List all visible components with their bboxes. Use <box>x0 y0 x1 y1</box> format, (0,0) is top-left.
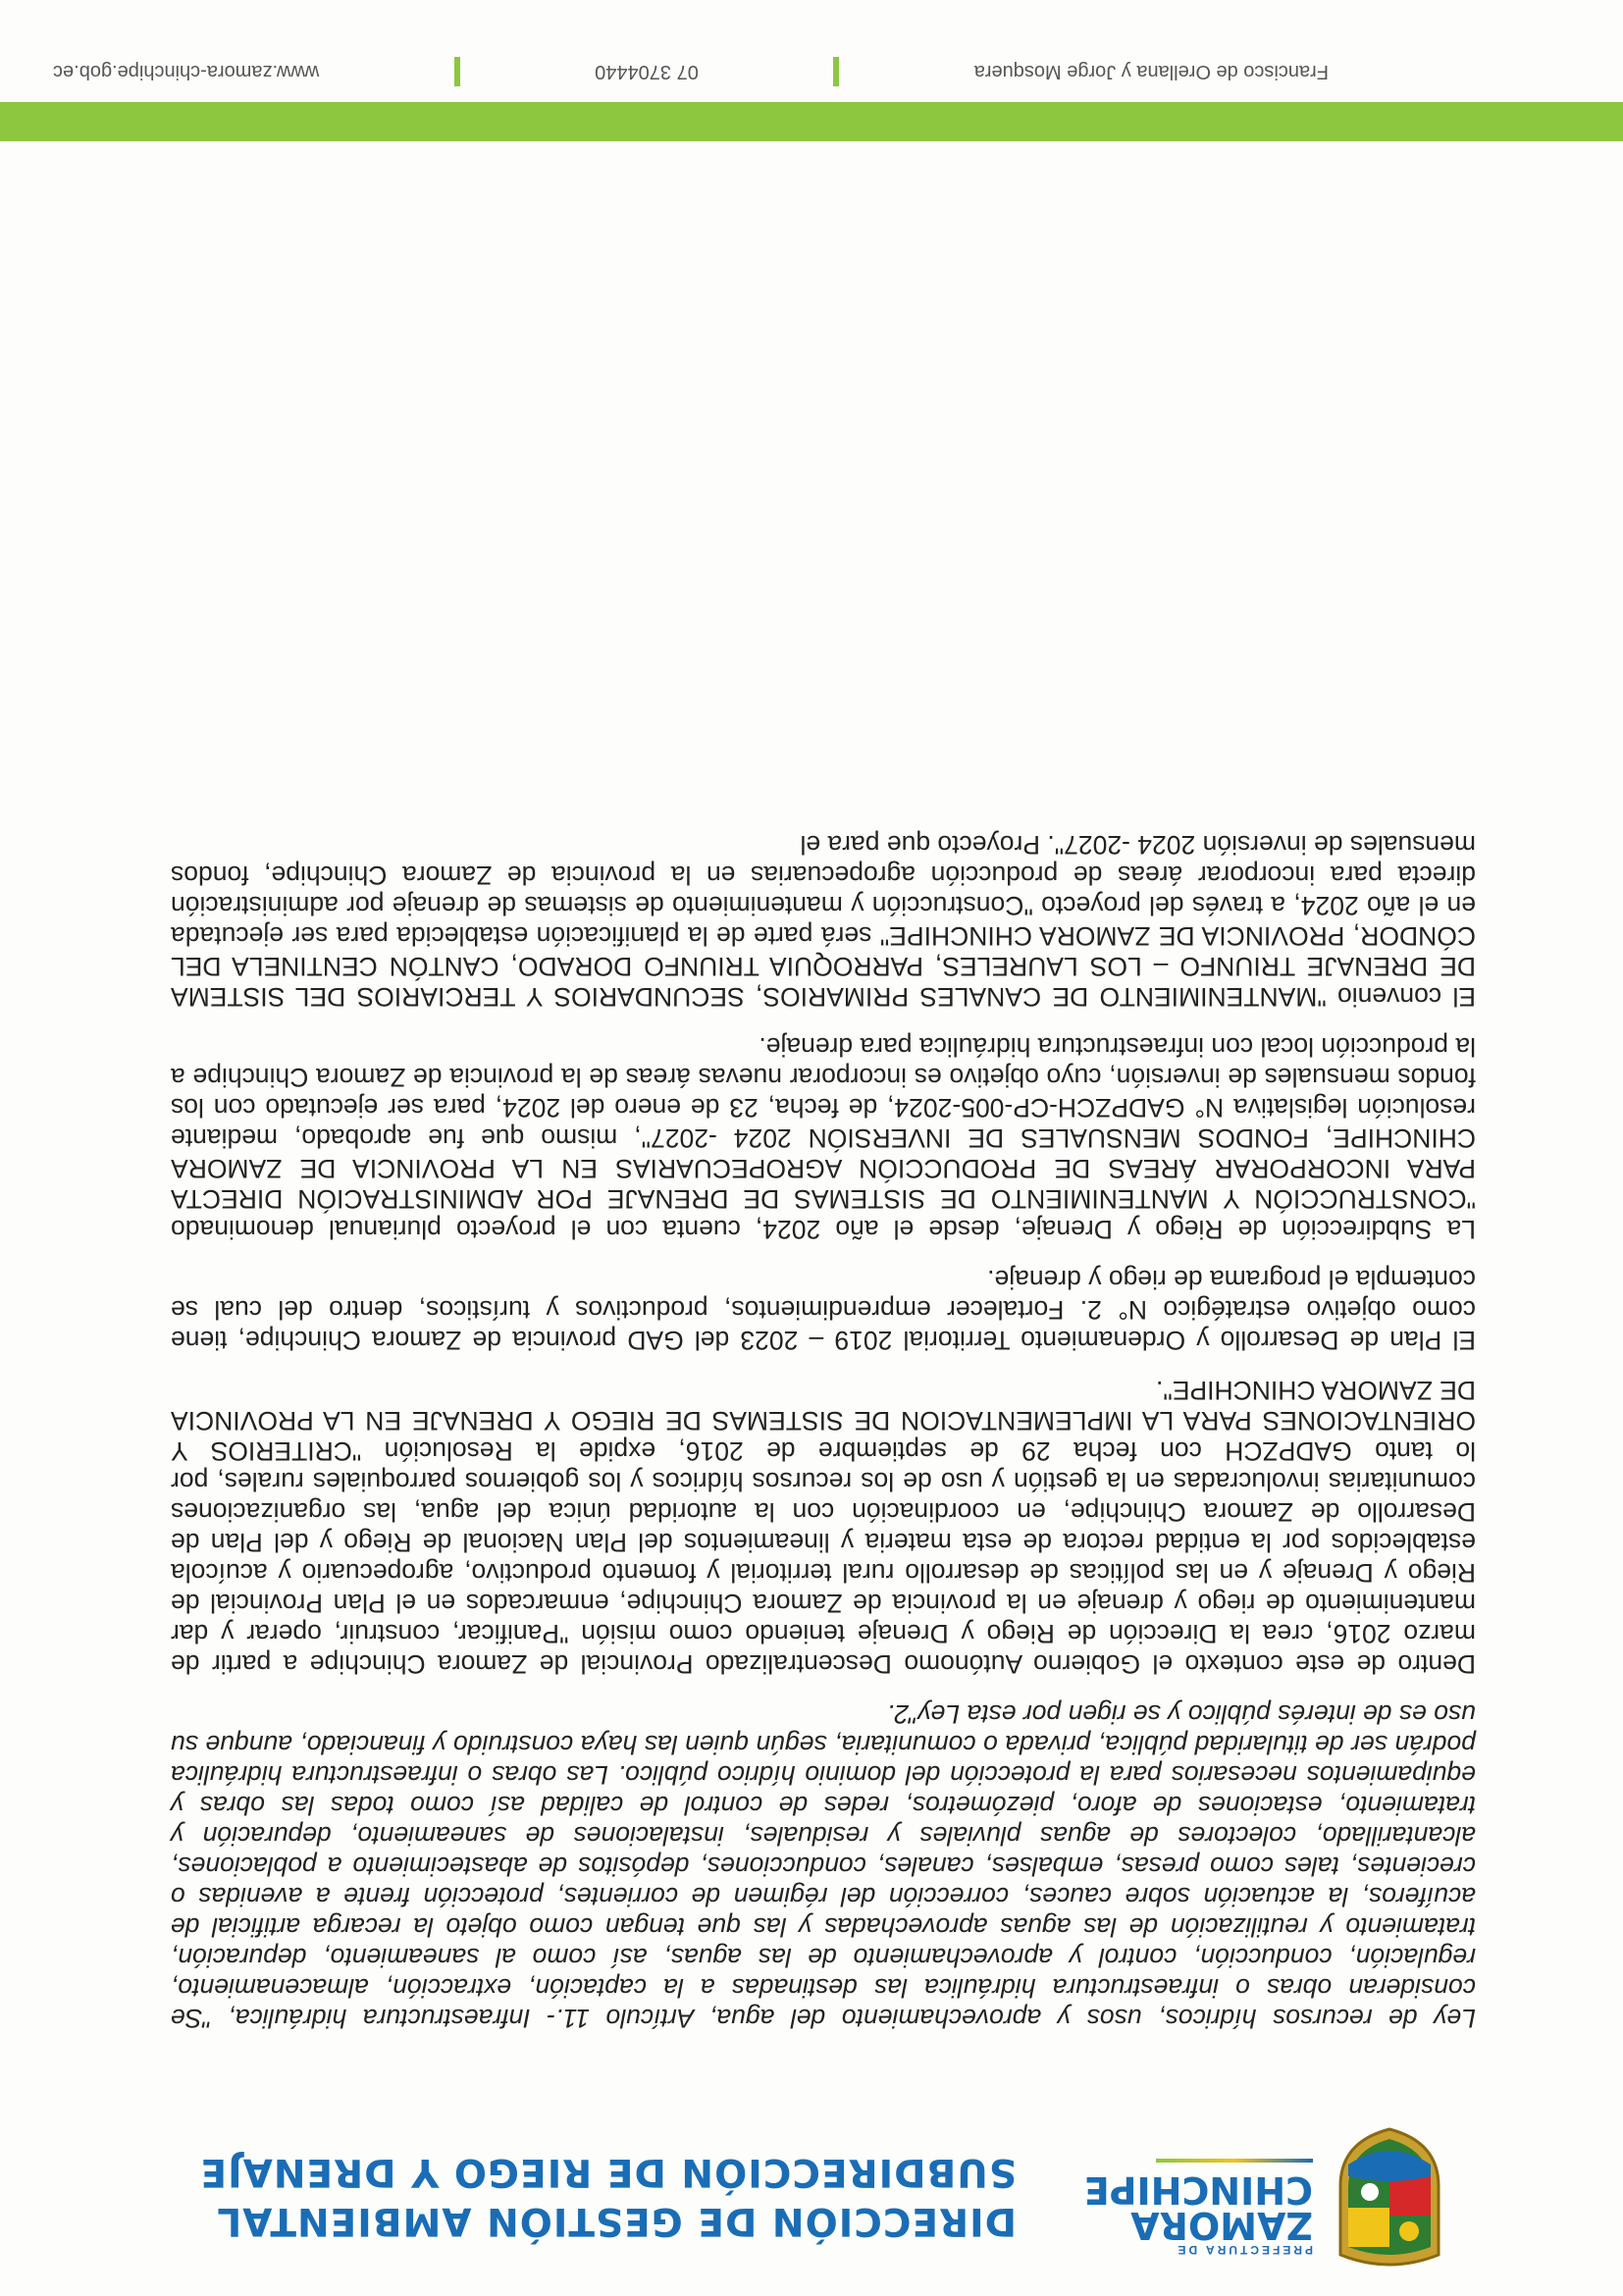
brand-name-line2: CHINCHIPE <box>1083 2168 1313 2212</box>
footer-phone: 07 3704440 <box>595 61 699 83</box>
prefecture-brand <box>1038 2159 1313 2257</box>
brand-pre-title: PREFECTURA DE <box>1175 2243 1313 2257</box>
coat-of-arms-logo <box>1331 2127 1448 2274</box>
footer-separator <box>454 57 460 86</box>
footer-website: www.zamora-chinchipe.gob.ec <box>53 61 320 83</box>
footer <box>53 57 1329 86</box>
department-line1: DIRECCIÓN DE GESTIÓN AMBIENTAL <box>216 2199 1017 2243</box>
department-line2: SUBDIRECCIÓN DE RIEGO Y DRENAJE <box>199 2150 1017 2194</box>
department-title <box>133 2147 1017 2245</box>
paragraph-1: Ley de recursos hídricos, usos y aprovechamiento del agua, Artículo 11.- Infraestructura hidráulica, "Se consideran obras o infraestructura hidráulica las destinadas a la captación, extracción, almacenamiento, regulación, conducción, control y aprovechamiento de las aguas, así como al saneamiento, depuración, tratamiento y reutilización de las aguas aprovechadas y las que tengan como objeto la recarga artificial de acuíferos, la actuación sobre cauces, corrección del régimen de corrientes, protección frente a avenidas o crecientes, tales como presas, embalses, canales, conducciones, depósitos de abastecimiento a poblaciones, alcantarillado, colectores de aguas pluviales y residuales, instalaciones de saneamiento, depuración y tratamiento, estaciones de aforo, piezómetros, redes de control de calidad así como todas las obras y equipamientos necesarios para la protección del dominio hídrico público. Las obras o infraestructura hidráulica podrán ser de titularidad pública, privada o comunitaria, según quien las haya construido y financiado, aunque su uso es de interés público y se rigen por esta Ley"2. <box>171 1699 1476 2033</box>
document-body <box>171 809 1476 2033</box>
paragraph-2: Dentro de este contexto el Gobierno Autónomo Descentralizado Provincial de Zamora Chinchipe a partir de marzo 2016, crea la Dirección de Riego y Drenaje teniendo como misión "Panificar, construir, operar y dar mantenimiento de riego y drenaje en la provincia de Zamora Chinchipe, enmarcados en el Plan Provincial de Riego y Drenaje y en las políticas de desarrollo rural territorial y fomento productivo, agropecuario y acuícola establecidos por la entidad rectora de esta materia y lineamientos del Plan Nacional de Riego y del Plan de Desarrollo de Zamora Chinchipe, en coordinación con la autoridad única del agua, las organizaciones comunitarias involucradas en la gestión y uso de los recursos hídricos y los gobiernos parroquiales rurales, por lo tanto GADPZCH con fecha 29 de septiembre de 2016, expide la Resolución "CRITERIOS Y ORIENTACIONES PARA LA IMPLEMENTACION DE SISTEMAS DE RIEGO Y DRENAJE EN LA PROVINCIA DE ZAMORA CHINCHIPE". <box>171 1376 1476 1679</box>
brand-name-line1: ZAMORA <box>1130 2204 1313 2247</box>
bottom-green-bar <box>0 102 1623 141</box>
paragraph-4: La Subdirección de Riego y Drenaje, desde el año 2024, cuenta con el proyecto plurianual denominado "CONSTRUCCIÓN Y MANTENIMIENTO DE SISTEMAS DE DRENAJE POR ADMINISTRACIÓN DIRECTA PARA INCORPORAR ÁREAS DE PRODUCCIÓN AGROPECUARIAS EN LA PROVINCIA DE ZAMORA CHINCHIPE, FONDOS MENSUALES DE INVERSIÓN 2024 -2027", mismo que fue aprobado, mediante resolución legislativa N° GADPZCH-CP-005-2024, de fecha, 23 de enero del 2024, para ser ejecutado con los fondos mensuales de inversión, cuyo objetivo es incorporar nuevas áreas de la provincia de Zamora Chinchipe a la producción local con infraestructura hidráulica para drenaje. <box>171 1032 1476 1244</box>
footer-address: Francisco de Orellana y Jorge Mosquera <box>973 61 1329 83</box>
paragraph-5: El convenio "MANTENIMIENTO DE CANALES PRIMARIOS, SECUNDARIOS Y TERCIARIOS DEL SISTEMA DE DRENAJE TRIUNFO – LOS LAURELES, PARROQUIA TRIUNFO DORADO, CANTÓN CENTINELA DEL CÓNDOR, PROVINCIA DE ZAMORA CHINCHIPE" será parte de la planificación establecida para ser ejecutada en el año 2024, a través del proyecto "Construcción y mantenimiento de sistemas de drenaje por administración directa para incorporar áreas de producción agropecuarias en la provincia de Zamora Chinchipe, fondos mensuales de inversión 2024 -2027". Proyecto que para el <box>171 830 1476 1012</box>
brand-underline <box>1156 2159 1313 2163</box>
letterhead <box>143 2117 1448 2274</box>
paragraph-3: El Plan de Desarrollo y Ordenamiento Territorial 2019 – 2023 del GAD provincia de Zamora Chinchipe, tiene como objetivo estratégico N° 2. Fortalecer emprendimientos, productivos y turísticos, dentro del cual se contempla el programa de riego y drenaje. <box>171 1265 1476 1355</box>
footer-separator <box>833 57 839 86</box>
